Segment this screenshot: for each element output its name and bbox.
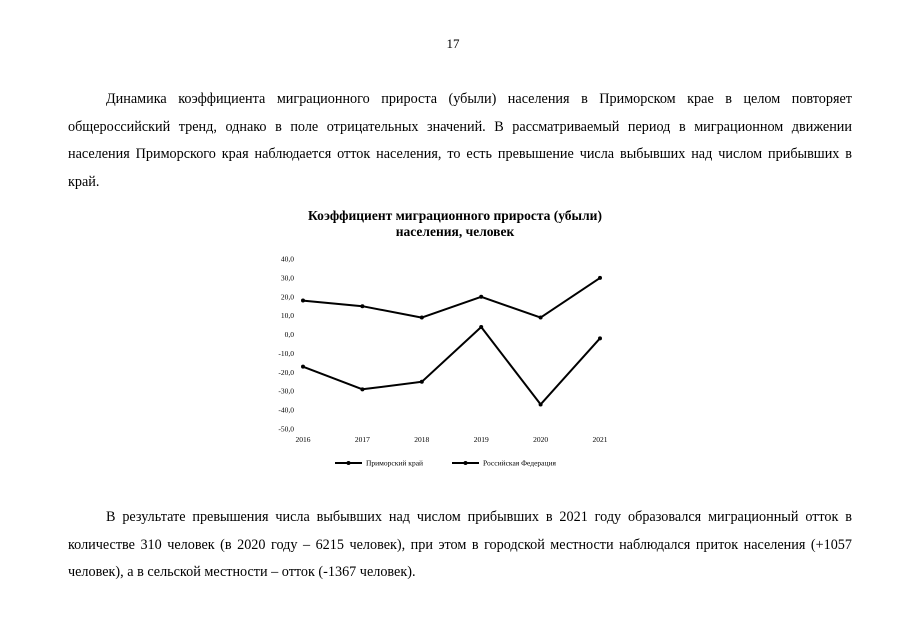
series-0-point <box>420 380 424 384</box>
series-0-point <box>479 325 483 329</box>
legend-marker-0 <box>347 461 351 465</box>
y-tick-label: -10,0 <box>278 348 294 358</box>
legend-label-0: Приморский край <box>366 458 424 468</box>
y-tick-label: -30,0 <box>278 386 294 396</box>
legend-label-1: Российская Федерация <box>483 458 556 468</box>
series-line-1 <box>303 278 600 318</box>
y-tick-label: 30,0 <box>280 273 294 283</box>
paragraph-intro: Динамика коэффициента миграционного прироста (убыли) населения в Приморском крае в целом повторяет общероссийский тренд, однако в поле отрицательных значений. В рассматриваемый период в миграционном движении населения Приморского края наблюдается отток населения, то есть превышение числа выбывших над числом прибывших в край. <box>68 91 852 190</box>
migration-chart <box>270 208 640 478</box>
chart-title <box>270 208 640 240</box>
y-tick-label: 0,0 <box>284 330 294 340</box>
x-tick-label: 2016 <box>295 435 311 444</box>
x-tick-label: 2021 <box>592 435 608 444</box>
legend-marker-1 <box>464 461 468 465</box>
series-1-point <box>479 295 483 299</box>
series-1-point <box>360 304 364 308</box>
series-0-point <box>360 387 364 391</box>
y-tick-label: 40,0 <box>280 254 294 264</box>
series-1-point <box>301 299 305 303</box>
x-tick-label: 2020 <box>533 435 549 444</box>
y-tick-label: -40,0 <box>278 405 294 415</box>
series-1-point <box>420 316 424 320</box>
series-1-point <box>598 276 602 280</box>
series-0-point <box>539 402 543 406</box>
chart-title-line-2: населения, человек <box>395 224 515 239</box>
series-1-point <box>539 316 543 320</box>
series-0-point <box>301 365 305 369</box>
x-tick-label: 2017 <box>354 435 370 444</box>
line-chart-svg <box>270 252 640 482</box>
y-tick-label: -20,0 <box>278 367 294 377</box>
page-number: 17 <box>446 36 460 51</box>
y-tick-label: 10,0 <box>280 311 294 321</box>
series-line-0 <box>303 327 600 404</box>
y-tick-label: 20,0 <box>280 292 294 302</box>
x-tick-label: 2019 <box>473 435 489 444</box>
series-0-point <box>598 336 602 340</box>
y-tick-label: -50,0 <box>278 424 294 434</box>
x-tick-label: 2018 <box>414 435 430 444</box>
chart-title-line-1: Коэффициент миграционного прироста (убыли) <box>308 208 602 223</box>
paragraph-conclusion: В результате превышения числа выбывших над числом прибывших в 2021 году образовался миграционный отток в количестве 310 человек (в 2020 году – 6215 человек), при этом в городской местности наблюдался приток населения (+1057 человек), а в сельской местности – отток (-1367 человек). <box>68 509 852 580</box>
